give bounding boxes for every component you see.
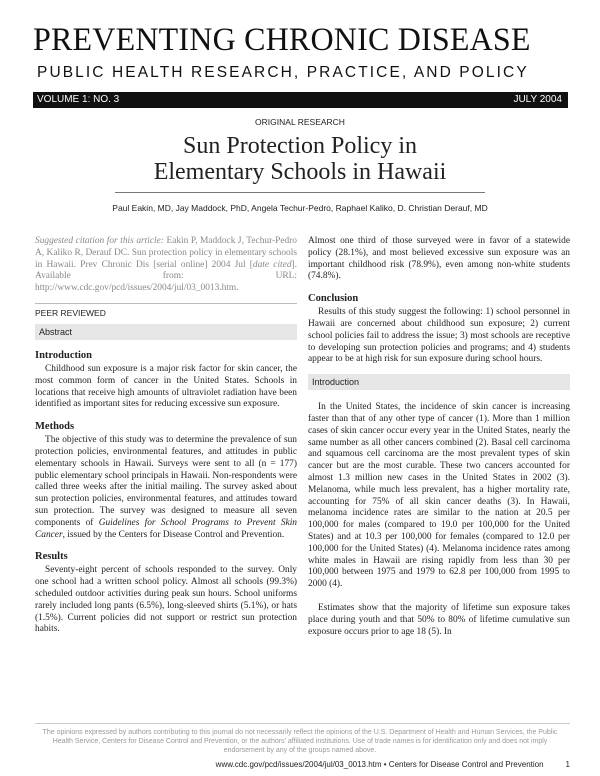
- suggested-citation: [35, 236, 297, 295]
- results-continued: Almost one third of those surveyed were in favor of a statewide policy (28.1%), and most believed excessive sun exposure was an important childhood risk (78.9%), even among non-white students (74.8%).: [308, 236, 570, 282]
- abstract-heading: Abstract: [35, 324, 297, 340]
- left-column: [35, 236, 297, 636]
- article-type: ORIGINAL RESEARCH: [255, 117, 345, 127]
- disclaimer: The opinions expressed by authors contributing to this journal do not necessarily reflect the opinions of the U.S. Department of Health and Human Services, the Public Health Service, Centers for Disease Control and Prevention, or the authors' affiliated institutions. Use of trade names is for identification only and does not imply endorsement by any of the groups named above.: [42, 729, 558, 754]
- page-number: 1: [565, 760, 570, 769]
- results-paragraph: Seventy-eight percent of schools responded to the survey. Only one school had a written school policy. Almost all schools (99.3%) scheduled outdoor activities during peak sun hours. School uniforms rarely included long pants (6.5%), long-sleeved shirts (5.1%), or hats (1.5%). Current policies did not support or restrict sun protection habits.: [35, 565, 297, 635]
- journal-title: PREVENTING CHRONIC DISEASE: [33, 22, 531, 58]
- citation-text: Eakin P, Maddock J, Techur-Pedro A, Kaliko R, Derauf DC. Sun protection policy in elementary schools in Hawaii. Prev Chronic Dis [serial online] 2004 Jul [: [35, 236, 297, 270]
- peer-reviewed-label: PEER REVIEWED: [35, 307, 106, 318]
- footer-url[interactable]: www.cdc.gov/pcd/issues/2004/jul/03_0013.htm • Centers for Disease Control and Prevention: [215, 760, 544, 769]
- divider: [35, 303, 297, 304]
- methods-paragraph: [35, 435, 297, 541]
- footer: [35, 760, 570, 769]
- title-line-2: Elementary Schools in Hawaii: [153, 159, 447, 185]
- citation-date: date cited: [252, 259, 292, 270]
- footer-divider: [35, 723, 570, 724]
- citation-label: Suggested citation for this article:: [35, 236, 164, 246]
- methods-text-b: , issued by the Centers for Disease Control and Prevention.: [62, 529, 285, 540]
- body-paragraph-2: Estimates show that the majority of lifetime sun exposure takes place during youth and that 50% to 80% of lifetime cumulative sun exposure occurs prior to age 18 (5). In: [308, 602, 570, 637]
- volume-label: VOLUME 1: NO. 3: [37, 94, 120, 105]
- journal-subtitle: PUBLIC HEALTH RESEARCH, PRACTICE, AND POLICY: [37, 64, 529, 81]
- citation-url[interactable]: ]. Available from: URL: http://www.cdc.gov/pcd/issues/2004/jul/03_0013.htm.: [35, 259, 297, 294]
- conclusion-paragraph: Results of this study suggest the following: 1) school personnel in Hawaii are concerned about childhood sun exposure; 2) current school policies fail to address the issue; 3) most schools are receptive to developing sun protection policies and programs; and 4) students appear to be at high risk for sun exposure during school hours.: [308, 307, 570, 365]
- title-divider: [115, 192, 485, 193]
- article-title: [0, 133, 600, 185]
- guidelines-title: Guidelines for School Programs to Prevent Skin Cancer: [35, 517, 297, 540]
- introduction-section-heading: Introduction: [308, 374, 570, 390]
- volume-bar: [33, 92, 568, 108]
- author-list: Paul Eakin, MD, Jay Maddock, PhD, Angela Techur-Pedro, Raphael Kaliko, D. Christian Derauf, MD: [112, 203, 488, 213]
- methods-text-a: The objective of this study was to determine the prevalence of sun protection policies, environmental features, and attitudes in public elementary schools in Hawaii. Surveys were sent to all (n = 177) public elementary school principals in Hawaii. Non-respondents were called three weeks after the initial mailing. The survey asked about sun protection policies, environmental features, and attitudes toward sun protection. The survey was designed to measure all seven components of: [35, 435, 297, 528]
- intro-heading: Introduction: [35, 349, 92, 361]
- right-column: [308, 236, 570, 638]
- title-line-1: Sun Protection Policy in: [183, 133, 417, 159]
- results-heading: Results: [35, 551, 68, 563]
- issue-date: JULY 2004: [513, 94, 562, 105]
- methods-heading: Methods: [35, 421, 75, 433]
- body-paragraph-1: In the United States, the incidence of skin cancer is increasing faster than that of any other type of cancer (1). More than 1 million cases of skin cancer occur every year in the United States, nearly the same number as all other cancers combined (2). Basal cell carcinoma and squamous cell carcinoma are the most prevalent types of skin cancer but are the most curable. These two cancers accounted for almost 1.3 million new cases in the United States in 2002 (3). Melanoma, while much less prevalent, has a higher mortality rate, accounting for 75% of all skin cancer deaths (3). In Hawaii, melanoma incidence rates are similar to the nation at 20.5 per 100,000 for males (compared to 19.0 per 100,000 for the United States) and at 10.3 per 100,000 for females (compared to 12.0 per 100,000 for the United States) (4). Melanoma incidence rates among white males in Hawaii are rising rapidly from less than 30 per 100,000 between 1975 and 1979 to 62.8 per 100,000 from 1995 to 2000 (4).: [308, 402, 570, 590]
- conclusion-heading: Conclusion: [308, 293, 359, 305]
- intro-paragraph: Childhood sun exposure is a major risk factor for skin cancer, the most common form of cancer in the United States. Schools in locations that receive high amounts of ultraviolet radiation have been identified as important sites for reducing excessive sun exposure.: [35, 363, 297, 410]
